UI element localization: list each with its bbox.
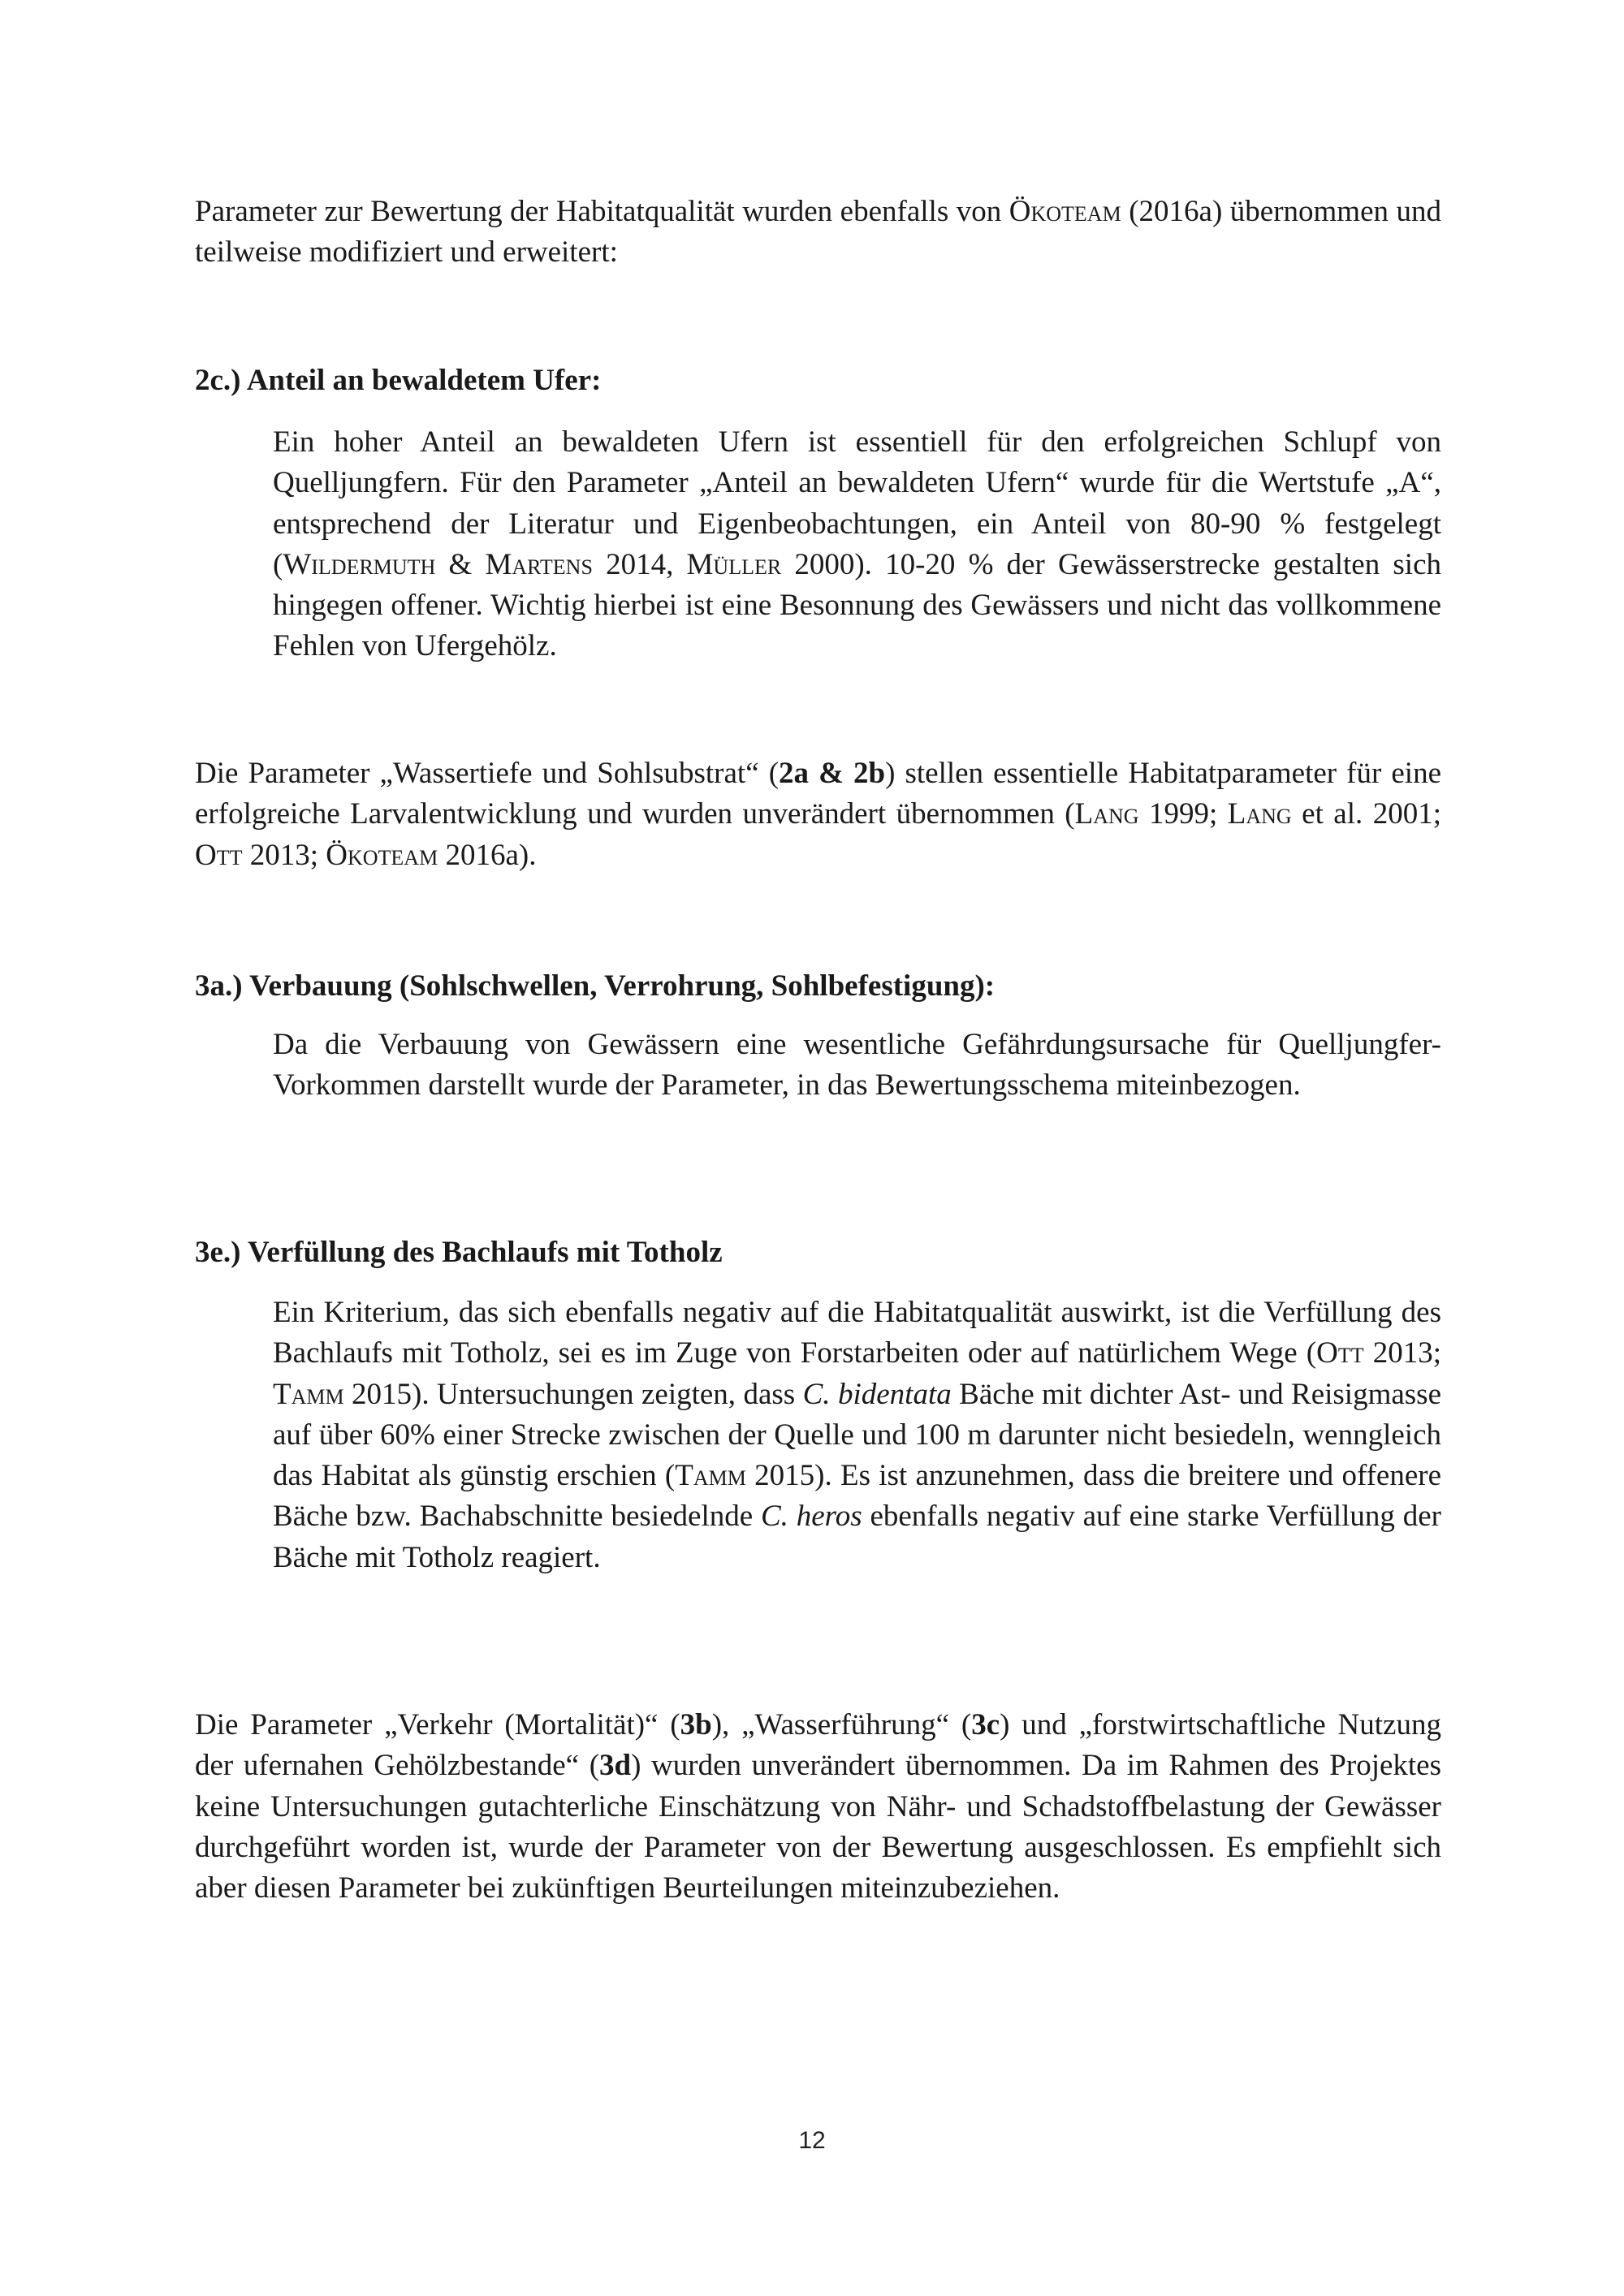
paragraph-2c: Ein hoher Anteil an bewaldeten Ufern ist essentiell für den erfolgreichen Schlupf von Quelljungfern. Für den Parameter „Anteil an bewaldeten Ufern“ wurde für die Wertstufe „A“, entsprechend der Literatur und Eigenbeobachtungen, ein Anteil von 80-90 % festgelegt (Wildermuth & Martens 2014, Müller 2000). 10-20 % der Gewässerstrecke gestalten sich hingegen offener. Wichtig hierbei ist eine Besonnung des Gewässers und nicht das vollkommene Fehlen von Ufergehölz. — [273, 425, 1441, 663]
paragraph-3e: Ein Kriterium, das sich ebenfalls negativ auf die Habitatqualität auswirkt, ist die Verfüllung des Bachlaufs mit Totholz, sei es im Zuge von Forstarbeiten oder auf natürlichem Wege (Ott 2013; Tamm 2015). Untersuchungen zeigten, dass C. bidentata Bäche mit dichter Ast- und Reisigmasse auf über 60% einer Strecke zwischen der Quelle und 100 m darunter nicht besiedeln, wenngleich das Habitat als günstig erschien (Tamm 2015). Es ist anzunehmen, dass die breitere und offenere Bäche bzw. Bachabschnitte besiedelnde C. heros ebenfalls negativ auf eine starke Verfüllung der Bäche mit Totholz reagiert. — [273, 1296, 1442, 1574]
heading-3a: 3a.) Verbauung (Sohlschwellen, Verrohrung, Sohlbefestigung): — [195, 969, 996, 1003]
page-number: 12 — [798, 2127, 826, 2154]
paragraph-2a-2b: Die Parameter „Wassertiefe und Sohlsubstrat“ (2a & 2b) stellen essentielle Habitatparameter für eine erfolgreiche Larvalentwicklung und wurden unverändert übernommen (Lang 1999; Lang et al. 2001; Ott 2013; Ökoteam 2016a). — [195, 757, 1442, 872]
paragraph-3a: Da die Verbauung von Gewässern eine wesentliche Gefährdungsursache für Quelljungfer-Vorkommen darstellt wurde der Parameter, in das Bewertungsschema miteinbezogen. — [273, 1028, 1441, 1103]
heading-2c: 2c.) Anteil an bewaldetem Ufer: — [195, 364, 602, 397]
intro-paragraph: Parameter zur Bewertung der Habitatqualität wurden ebenfalls von Ökoteam (2016a) übernommen und teilweise modifiziert und erweitert: — [195, 195, 1441, 270]
paragraph-3b-3c-3d: Die Parameter „Verkehr (Mortalität)“ (3b), „Wasserführung“ (3c) und „forstwirtschaftliche Nutzung der ufernahen Gehölzbestande“ (3d) wurden unverändert übernommen. Da im Rahmen des Projektes keine Untersuchungen gutachterliche Einschätzung von Nähr- und Schadstoffbelastung der Gewässer durchgeführt worden ist, wurde der Parameter von der Bewertung ausgeschlossen. Es empfiehlt sich aber diesen Parameter bei zukünftigen Beurteilungen miteinzubeziehen. — [195, 1708, 1441, 1905]
heading-3e: 3e.) Verfüllung des Bachlaufs mit Totholz — [195, 1236, 723, 1269]
